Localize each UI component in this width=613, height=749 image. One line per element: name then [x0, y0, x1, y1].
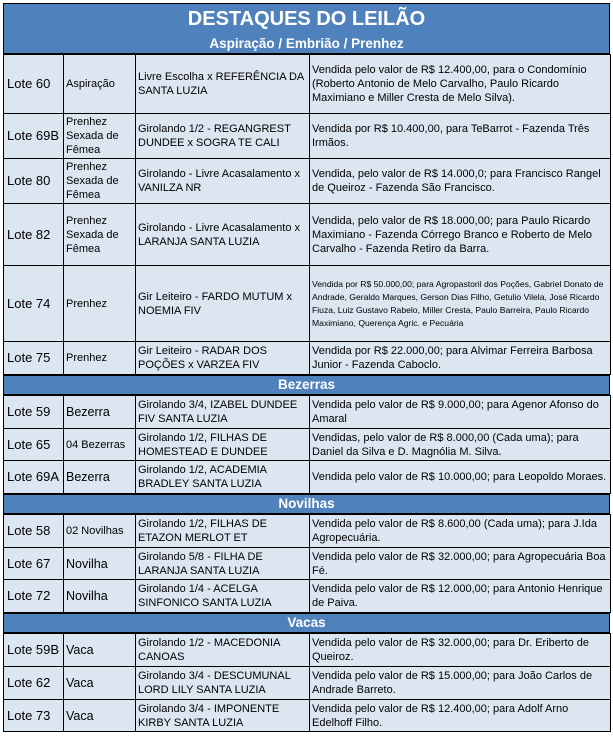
animal-cell: Girolando 1/2, ACADEMIA BRADLEY SANTA LUZIA: [136, 461, 310, 494]
animal-cell: Girolando 1/2, FILHAS DE ETAZON MERLOT ET: [136, 515, 310, 548]
result-cell: Vendida pelo valor de R$ 9.000,00; para Agenor Afonso do Amaral: [310, 396, 611, 429]
result-cell: Vendidas, pelo valor de R$ 8.000,00 (Cada uma); para Daniel da Silva e D. Magnólia M. Silva.: [310, 429, 611, 461]
result-cell: Vendida pelo valor de R$ 32.000,00; para Dr. Eriberto de Queiroz.: [310, 634, 611, 667]
table-row: [4, 700, 611, 732]
lot-cell: Lote 80: [4, 159, 64, 204]
lot-cell: Lote 82: [4, 204, 64, 266]
table-row: [4, 461, 611, 494]
category-cell: Bezerra: [64, 396, 136, 429]
category-cell: 04 Bezerras: [64, 429, 136, 461]
animal-cell: Girolando 3/4 - IMPONENTE KIRBY SANTA LUZIA: [136, 700, 310, 732]
animal-cell: Girolando - Livre Acasalamento x LARANJA SANTA LUZIA: [136, 204, 310, 266]
animal-cell: Girolando 1/2 - REGANGREST DUNDEE x SOGRA TE CALI: [136, 114, 310, 159]
table-row: [4, 667, 611, 700]
section-table-aspiracao: [3, 54, 611, 375]
animal-cell: Girolando - Livre Acasalamento x VANILZA NR: [136, 159, 310, 204]
animal-cell: Gir Leiteiro - FARDO MUTUM x NOEMIA FIV: [136, 266, 310, 342]
table-row: [4, 342, 611, 375]
category-cell: 02 Novilhas: [64, 515, 136, 548]
section-heading-vacas: Vacas: [3, 613, 610, 633]
section-heading-aspiracao: Aspiração / Embrião / Prenhez: [3, 35, 610, 54]
result-cell: Vendida pelo valor de R$ 12.400,00; para Adolf Arno Edelhoff Filho.: [310, 700, 611, 732]
animal-cell: Gir Leiteiro - RADAR DOS POÇÕES x VARZEA FIV: [136, 342, 310, 375]
lot-cell: Lote 74: [4, 266, 64, 342]
animal-cell: Girolando 1/2, FILHAS DE HOMESTEAD E DUNDEE: [136, 429, 310, 461]
lot-cell: Lote 65: [4, 429, 64, 461]
table-row: [4, 266, 611, 342]
table-row: [4, 396, 611, 429]
result-cell: Vendida pelo valor de R$ 8.600,00 (Cada uma); para J.Ida Agropecuária.: [310, 515, 611, 548]
section-heading-bezerras: Bezerras: [3, 375, 610, 395]
category-cell: Prenhez Sexada de Fêmea: [64, 204, 136, 266]
animal-cell: Girolando 3/4, IZABEL DUNDEE FIV SANTA LUZIA: [136, 396, 310, 429]
lot-cell: Lote 62: [4, 667, 64, 700]
result-cell: Vendida por R$ 50.000,00; para Agropastoril dos Poções, Gabriel Donato de Andrade, Geraldo Marques, Gerson Dias Filho, Getulio Vilela, José Ricardo Fiuza, Luiz Gustavo Rabelo, Miller Cresta, Paulo Barreira, Paulo Ricardo Maximiano, Querença Agric. e Pecuária: [310, 266, 611, 342]
table-row: [4, 634, 611, 667]
result-cell: Vendida, pelo valor de R$ 14.000,0; para Francisco Rangel de Queiroz - Fazenda São Francisco.: [310, 159, 611, 204]
table-row: [4, 204, 611, 266]
category-cell: Prenhez Sexada de Fêmea: [64, 114, 136, 159]
lot-cell: Lote 69A: [4, 461, 64, 494]
animal-cell: Girolando 1/4 - ACELGA SINFONICO SANTA LUZIA: [136, 580, 310, 613]
animal-cell: Girolando 3/4 - DESCUMUNAL LORD LILY SANTA LUZIA: [136, 667, 310, 700]
category-cell: Vaca: [64, 700, 136, 732]
category-cell: Novilha: [64, 580, 136, 613]
category-cell: Prenhez: [64, 342, 136, 375]
category-cell: Aspiração: [64, 55, 136, 114]
auction-highlights-sheet: [3, 3, 610, 732]
lot-cell: Lote 72: [4, 580, 64, 613]
table-row: [4, 515, 611, 548]
table-row: [4, 114, 611, 159]
lot-cell: Lote 60: [4, 55, 64, 114]
lot-cell: Lote 67: [4, 548, 64, 580]
animal-cell: Livre Escolha x REFERÊNCIA DA SANTA LUZIA: [136, 55, 310, 114]
section-table-novilhas: [3, 514, 611, 613]
lot-cell: Lote 59: [4, 396, 64, 429]
lot-cell: Lote 58: [4, 515, 64, 548]
animal-cell: Girolando 1/2 - MACEDONIA CANOAS: [136, 634, 310, 667]
category-cell: Vaca: [64, 667, 136, 700]
section-table-bezerras: [3, 395, 611, 494]
result-cell: Vendida pelo valor de R$ 15.000,00; para João Carlos de Andrade Barreto.: [310, 667, 611, 700]
result-cell: Vendida pelo valor de R$ 12.000,00; para Antonio Henrique de Paiva.: [310, 580, 611, 613]
lot-cell: Lote 73: [4, 700, 64, 732]
table-row: [4, 55, 611, 114]
page-title: DESTAQUES DO LEILÃO: [3, 3, 610, 35]
lot-cell: Lote 69B: [4, 114, 64, 159]
table-row: [4, 548, 611, 580]
table-row: [4, 580, 611, 613]
category-cell: Novilha: [64, 548, 136, 580]
lot-cell: Lote 59B: [4, 634, 64, 667]
category-cell: Prenhez: [64, 266, 136, 342]
result-cell: Vendida pelo valor de R$ 10.000,00; para Leopoldo Moraes.: [310, 461, 611, 494]
category-cell: Vaca: [64, 634, 136, 667]
section-heading-novilhas: Novilhas: [3, 494, 610, 514]
animal-cell: Girolando 5/8 - FILHA DE LARANJA SANTA LUZIA: [136, 548, 310, 580]
result-cell: Vendida pelo valor de R$ 12.400,00, para o Condomínio (Roberto Antonio de Melo Carvalho, Paulo Ricardo Maximiano e Miller Cresta de Melo Silva).: [310, 55, 611, 114]
section-table-vacas: [3, 633, 611, 732]
table-row: [4, 429, 611, 461]
table-row: [4, 159, 611, 204]
result-cell: Vendida, pelo valor de R$ 18.000,00; para Paulo Ricardo Maximiano - Fazenda Córrego Branco e Roberto de Melo Carvalho - Fazenda Retiro da Barra.: [310, 204, 611, 266]
result-cell: Vendida por R$ 10.400,00, para TeBarrot - Fazenda Três Irmãos.: [310, 114, 611, 159]
lot-cell: Lote 75: [4, 342, 64, 375]
result-cell: Vendida pelo valor de R$ 32.000,00; para Agropecuária Boa Fé.: [310, 548, 611, 580]
category-cell: Bezerra: [64, 461, 136, 494]
category-cell: Prenhez Sexada de Fêmea: [64, 159, 136, 204]
result-cell: Vendida por R$ 22.000,00; para Alvimar Ferreira Barbosa Junior - Fazenda Caboclo.: [310, 342, 611, 375]
